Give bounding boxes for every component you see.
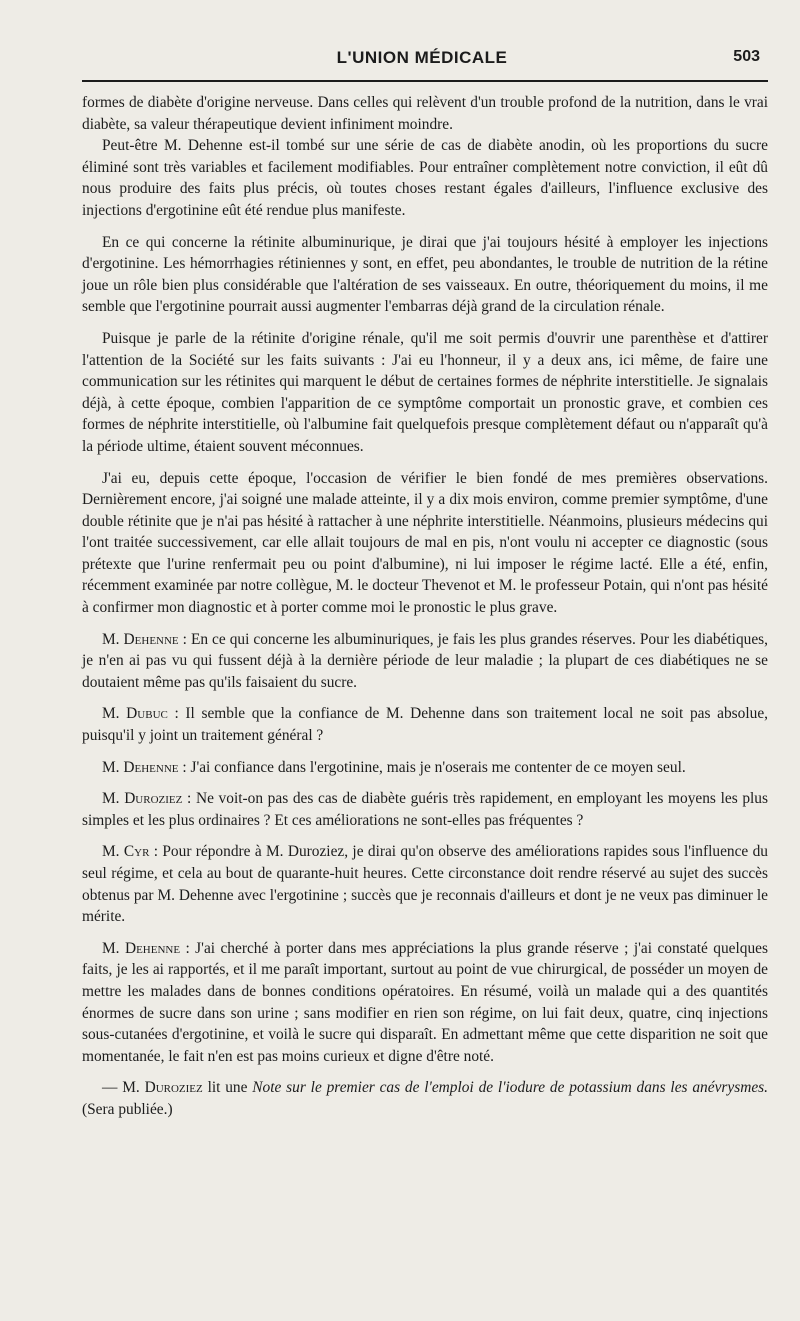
speaker-name: M. Dehenne xyxy=(102,630,179,648)
speaker-name: M. Duroziez xyxy=(102,790,183,808)
speech-text: : J'ai cherché à porter dans mes appréciations la plus grande réserve ; j'ai constaté quelques faits, je les ai rapportés, et il me paraît important, surtout au point de vue chirurgical, de posséder un moyen de mettre les malades dans de bonnes conditions opératoires. En résumé, voilà un malade qui a des quantités énormes de sucre dans son urine ; sans modifier en rien son régime, on lui fait deux, quatre, cinq injections sous-cutanées d'ergotinine, et voilà le sucre qui disparaît. En admettant même que cette disparition ne soit que momentanée, le fait n'en est pas moins curieux et digne d'être noté. xyxy=(82,939,769,1065)
speech-text: : Pour répondre à M. Duroziez, je dirai qu'on observe des améliorations rapides sous l'influence du seul régime, et cela au bout de quarante-huit heures. Cette circonstance doit rendre réservé au sujet des succès obtenus par M. Dehenne avec l'ergotinine ; succès que je reconnais d'ailleurs et dont je ne veux pas diminuer le mérite. xyxy=(82,843,768,926)
note-middle: lit une xyxy=(202,1079,253,1097)
paragraph: En ce qui concerne la rétinite albuminurique, je dirai que j'ai toujours hésité à employer les injections d'ergotinine. Les hémorrhagies rétiniennes y sont, en effet, peu abondantes, le trouble de nutrition de la rétine joue un rôle bien plus considérable que l'altération de ses vaisseaux. En outre, théoriquement du moins, il me semble que l'ergotinine pourrait aussi augmenter l'embarras déjà grand de la circulation rénale. xyxy=(82,233,768,316)
discussion-entry xyxy=(82,703,768,746)
article-body xyxy=(82,92,768,1121)
speaker-name: Duroziez xyxy=(144,1079,203,1097)
closing-note xyxy=(82,1077,768,1120)
page-number: 503 xyxy=(733,48,760,65)
discussion-entry xyxy=(82,629,768,694)
speaker-name: M. Dubuc xyxy=(102,705,168,723)
discussion-entry xyxy=(82,757,768,779)
page-header xyxy=(82,46,762,74)
speaker-name: M. Cyr xyxy=(102,843,150,861)
paragraph: Peut-être M. Dehenne est-il tombé sur une série de cas de diabète anodin, où les proportions du sucre éliminé sont très variables et facilement modifiables. Pour entraîner complètement notre conviction, il eût dû nous produire des faits plus précis, où toutes choses restant égales d'ailleurs, l'influence exclusive des injections d'ergotinine eût été rendue plus manifeste. xyxy=(82,137,768,219)
paragraph: Puisque je parle de la rétinite d'origine rénale, qu'il me soit permis d'ouvrir une parenthèse et d'attirer l'attention de la Société sur les faits suivants : J'ai eu l'honneur, il y a deux ans, ici même, de faire une communication sur les rétinites qui marquent le début de certaines formes de néphrite interstitielle. Je signalais déjà, à cette époque, combien l'apparition de ce symptôme comportait un pronostic grave, et combien ces formes de néphrite interstitielle, où l'albumine fait quelquefois presque complètement défaut ou n'apparaît qu'à la période ultime, étaient souvent méconnues. xyxy=(82,329,768,455)
note-title: Note sur le premier cas de l'emploi de l'iodure de potassium dans les anévrysmes. xyxy=(252,1079,768,1097)
speaker-name: M. Dehenne xyxy=(102,939,181,957)
discussion-entry xyxy=(82,938,768,1068)
speech-text: : Il semble que la confiance de M. Dehenne dans son traitement local ne soit pas absolue, puisqu'il y joint un traitement général ? xyxy=(82,705,768,745)
paragraph: J'ai eu, depuis cette époque, l'occasion de vérifier le bien fondé de mes premières observations. Dernièrement encore, j'ai soigné une malade atteinte, il y a dix mois environ, comme premier symptôme, d'une double rétinite que je n'ai pas hésité à rattacher à une néphrite interstitielle. Néanmoins, plusieurs médecins qui l'ont traitée successivement, car elle allait toujours de mal en pis, n'ont voulu ni accepter ce diagnostic (sous prétexte que l'urine renfermait peu ou point d'albumine), ni lui imposer le régime lacté. Elle a été, enfin, récemment examinée par notre collègue, M. le docteur Thevenot et M. le professeur Potain, qui n'ont pas hésité à confirmer mon diagnostic et à porter comme moi le pronostic le plus grave. xyxy=(82,469,768,617)
speaker-name: M. Dehenne xyxy=(102,758,179,776)
header-rule xyxy=(82,80,768,82)
discussion-entry xyxy=(82,841,768,927)
speech-text: : J'ai confiance dans l'ergotinine, mais je n'oserais me contenter de ce moyen seul. xyxy=(178,758,686,776)
paragraph: formes de diabète d'origine nerveuse. Dans celles qui relèvent d'un trouble profond de la nutrition, dans le vrai diabète, sa valeur thérapeutique devient infiniment moindre. xyxy=(82,94,768,133)
note-suffix: (Sera publiée.) xyxy=(82,1100,173,1118)
speech-text: : Ne voit-on pas des cas de diabète guéris très rapidement, en employant les moyens les plus simples et les plus ordinaires ? Et ces améliorations ne sont-elles pas fréquentes ? xyxy=(82,790,768,829)
journal-title: L'UNION MÉDICALE xyxy=(336,48,508,67)
speech-text: : En ce qui concerne les albuminuriques, je fais les plus grandes réserves. Pour les diabétiques, je n'en ai pas vu qui fussent déjà à la dernière période de leur maladie ; la plupart de ces diabétiques ne se doutaient même pas qu'ils faisaient du sucre. xyxy=(82,630,768,691)
discussion-entry xyxy=(82,788,768,831)
note-prefix: — M. xyxy=(102,1079,145,1097)
